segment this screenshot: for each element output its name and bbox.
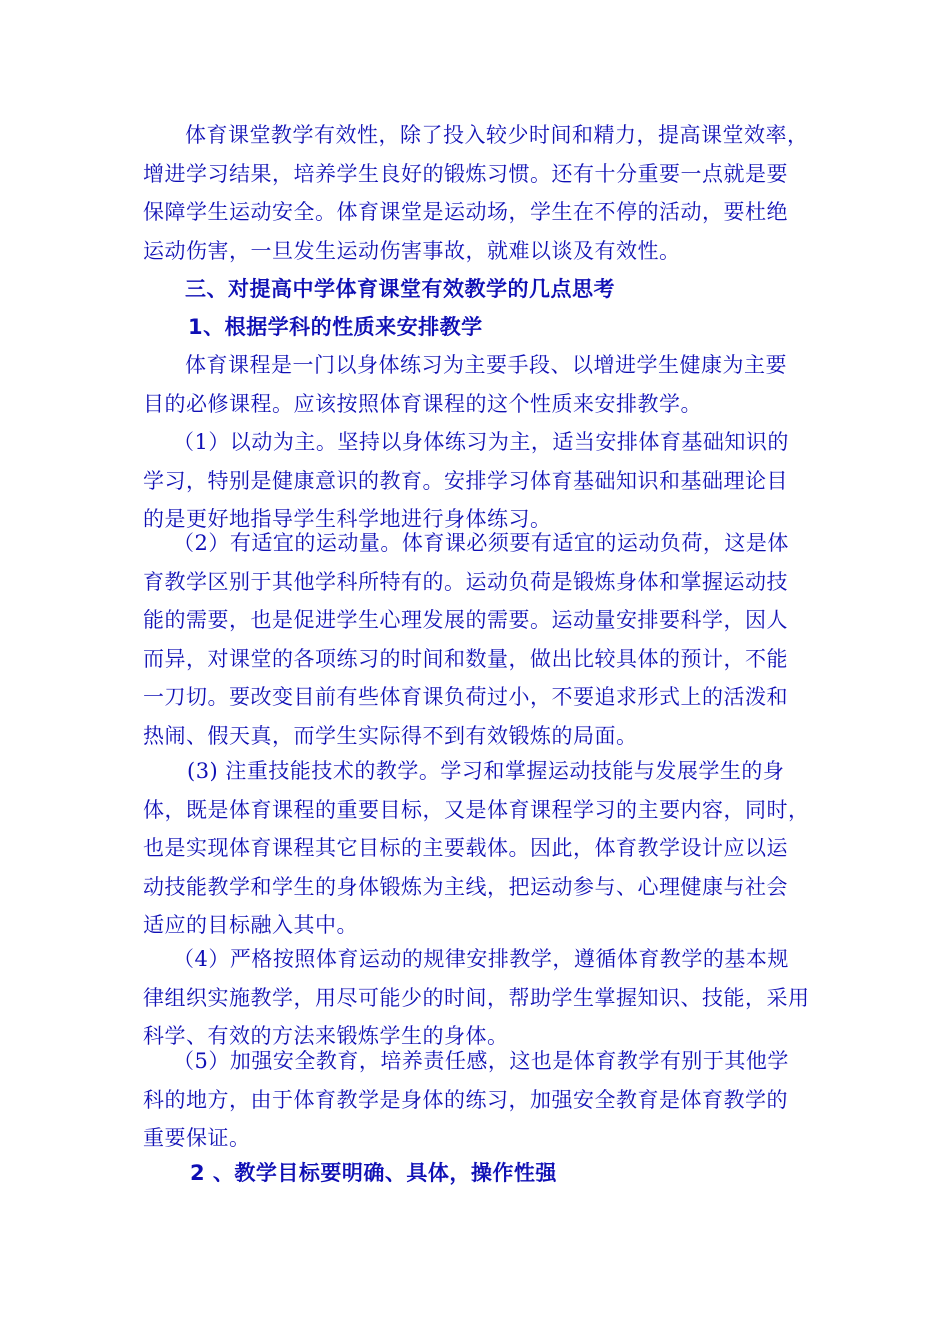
paragraph-item-3 [143,752,809,945]
text-line: 学习，特别是健康意识的教育。安排学习体育基础知识和基础理论目 [143,468,788,493]
text-line: 适应的目标融入其中。 [143,913,358,937]
paragraph-course-nature [143,346,809,423]
text-line: 热闹、假天真，而学生实际得不到有效锻炼的局面。 [143,723,638,748]
text-line: 重要保证。 [143,1126,251,1150]
text-line: 体育课堂教学有效性，除了投入较少时间和精力，提高课堂效率， [185,123,809,147]
text-line: 保障学生运动安全。体育课堂是运动场，学生在不停的活动，要杜绝 [143,200,788,224]
section-heading-3: 三、对提高中学体育课堂有效教学的几点思考 [185,277,615,301]
text-line: （4）严格按照体育运动的规律安排教学，遵循体育教学的基本规 [173,947,789,971]
text-line: 而异，对课堂的各项练习的时间和数量，做出比较具体的预计，不能 [143,646,788,671]
text-line: （2）有适宜的运动量。体育课必须要有适宜的运动负荷，这是体 [173,531,789,555]
text-line: 科学、有效的方法来锻炼学生的身体。 [143,1024,509,1048]
text-line: 动技能教学和学生的身体锻炼为主线，把运动参与、心理健康与社会 [143,874,788,899]
text-line: 的是更好地指导学生科学地进行身体练习。 [143,507,552,531]
text-line: 体，既是体育课程的重要目标，又是体育课程学习的主要内容，同时， [143,797,810,822]
text-line: 科的地方，由于体育教学是身体的练习，加强安全教育是体育教学的 [143,1087,788,1112]
paragraph-item-4 [143,940,809,1056]
text-line: 运动伤害，一旦发生运动伤害事故，就难以谈及有效性。 [143,238,681,263]
text-line: (3) 注重技能技术的教学。学习和掌握运动技能与发展学生的身 [187,759,785,783]
subsection-heading-2: 2 、教学目标要明确、具体，操作性强 [190,1161,557,1185]
paragraph-item-1 [143,423,809,539]
text-line: 目的必修课程。应该按照体育课程的这个性质来安排教学。 [143,391,702,416]
text-line: （1）以动为主。坚持以身体练习为主，适当安排体育基础知识的 [173,430,789,454]
text-line: 律组织实施教学，用尽可能少的时间，帮助学生掌握知识、技能，采用 [143,985,810,1010]
text-line: 体育课程是一门以身体练习为主要手段、以增进学生健康为主要 [185,353,787,377]
paragraph-safety [143,116,809,270]
paragraph-item-5 [143,1042,809,1158]
paragraph-item-2 [143,524,809,755]
text-line: 育教学区别于其他学科所特有的。运动负荷是锻炼身体和掌握运动技 [143,569,788,594]
text-line: 能的需要，也是促进学生心理发展的需要。运动量安排要科学，因人 [143,608,788,632]
text-line: 也是实现体育课程其它目标的主要载体。因此，体育教学设计应以运 [143,836,788,860]
text-line: 一刀切。要改变目前有些体育课负荷过小，不要追求形式上的活泼和 [143,685,788,709]
text-line: 增进学习结果，培养学生良好的锻炼习惯。还有十分重要一点就是要 [143,161,788,186]
subsection-heading-1: 1、根据学科的性质来安排教学 [188,315,483,339]
text-line: （5）加强安全教育，培养责任感，这也是体育教学有别于其他学 [173,1049,789,1073]
